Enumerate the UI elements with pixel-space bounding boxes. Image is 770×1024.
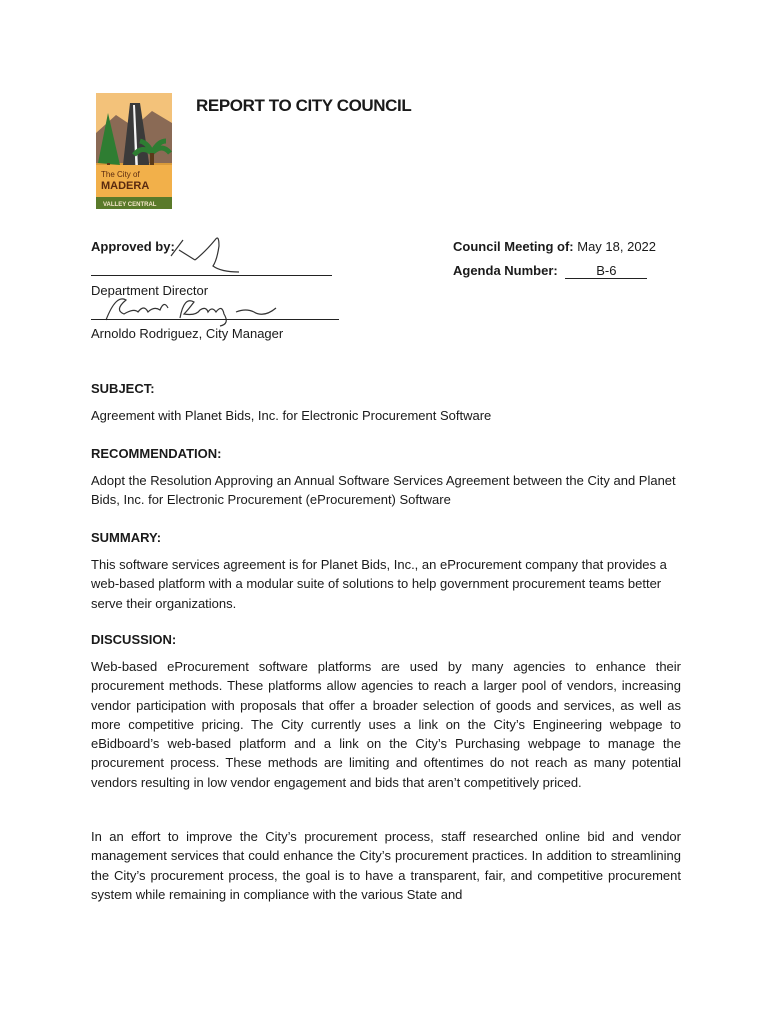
recommendation-text: Adopt the Resolution Approving an Annual Software Services Agreement between the City and Planet Bids, Inc. for Electronic Procurement (eProcurement) Software — [91, 473, 676, 508]
agenda-number-value: B-6 — [565, 263, 647, 279]
council-meeting-label: Council Meeting of: — [453, 239, 574, 254]
logo-text-line2: MADERA — [101, 180, 150, 192]
summary-text: This software services agreement is for Planet Bids, Inc., an eProcurement company that provides a web-based platform with a modular suite of solutions to help government procurement teams better serve their organizations. — [91, 557, 667, 611]
report-title: REPORT TO CITY COUNCIL — [196, 96, 412, 115]
recommendation-heading: RECOMMENDATION: — [91, 446, 222, 461]
city-manager-label: Arnoldo Rodriguez, City Manager — [91, 326, 284, 341]
agenda-number-label: Agenda Number: — [453, 263, 558, 278]
council-meeting-row — [453, 237, 656, 256]
approver-initials-signature — [165, 226, 245, 278]
council-meeting-date: May 18, 2022 — [577, 239, 657, 254]
logo-text-line1: The City of — [101, 170, 140, 179]
discussion-paragraph-2: In an effort to improve the City’s procurement process, staff researched online bid and vendor management services that could enhance the City’s procurement practices. In addition to streamlining the City’s procurement process, the goal is to have a transparent, fair, and competitive procurement system while remaining in compliance with the various State and — [91, 829, 681, 902]
subject-text: Agreement with Planet Bids, Inc. for Electronic Procurement Software — [91, 408, 492, 423]
logo-text-line3: VALLEY CENTRAL — [103, 202, 157, 208]
city-manager-signature-line — [91, 319, 339, 320]
agenda-number-row — [453, 261, 647, 280]
director-signature-line — [91, 275, 332, 276]
department-director-label: Department Director — [91, 283, 209, 298]
discussion-paragraph-1: Web-based eProcurement software platforms are used by many agencies to enhance their procurement methods. These platforms allow agencies to reach a larger pool of vendors, increasing vendor participation with proposals that offer a broader selection of goods and services, as well as more competitive pricing. The City currently uses a link on the City’s Engineering webpage to eBidboard’s web-based platform and a link on the City’s Purchasing webpage to manage the procurement process. These methods are limiting and oftentimes do not reach as many potential vendors resulting in low vendor engagement and bids that aren’t competitively priced. — [91, 659, 681, 790]
approved-by-label: Approved by: — [91, 239, 175, 254]
discussion-heading: DISCUSSION: — [91, 632, 177, 647]
summary-heading: SUMMARY: — [91, 530, 162, 545]
city-of-madera-logo — [96, 93, 172, 209]
subject-heading: SUBJECT: — [91, 381, 155, 396]
